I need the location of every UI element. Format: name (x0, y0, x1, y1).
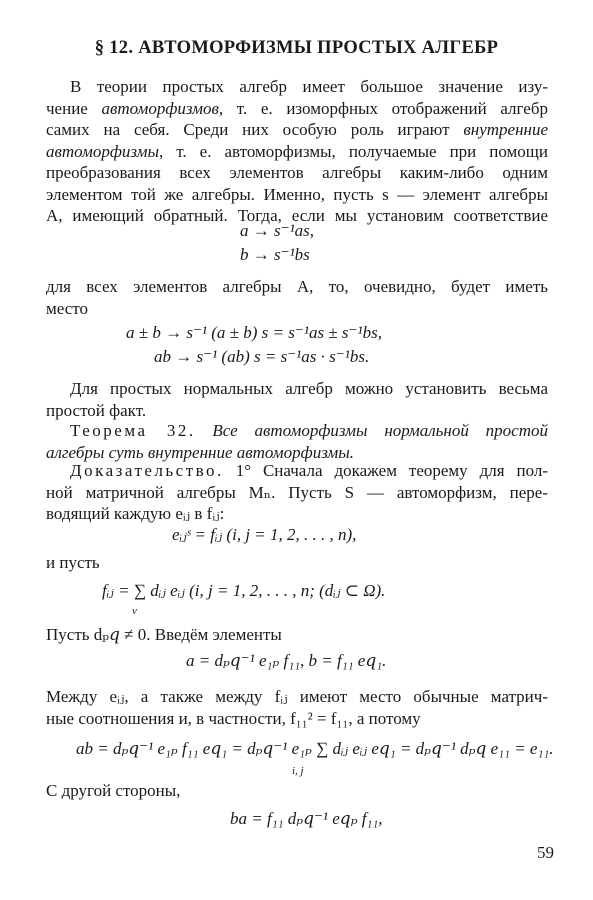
text-line: ные соотношения и, в частности, f₁₁² = f₁₁, а потому (46, 708, 421, 728)
text-line: элементом той же алгебры. Именно, пусть s — элемент алгебры (46, 184, 548, 204)
theorem-label: Теорема 32. (70, 421, 196, 440)
emphasis: автоморфизмов (101, 98, 219, 118)
emphasis: внутренние (463, 120, 548, 139)
formula-6-subscript: ν (132, 605, 137, 617)
text-let-dpq (46, 624, 548, 646)
text-line: автоморфизмы, т. е. автоморфизмы, получаемые при помощи (46, 141, 548, 161)
paragraph-matrix-relations (46, 686, 548, 729)
intro-paragraph (46, 76, 548, 227)
paragraph-3 (46, 378, 548, 421)
text-other-side (46, 780, 548, 802)
section-title: § 12. АВТОМОРФИЗМЫ ПРОСТЫХ АЛГЕБР (94, 38, 499, 58)
formula-8: ab = dₚ𝑞⁻¹ e₁ₚ f₁₁ e𝑞₁ = dₚ𝑞⁻¹ e₁ₚ ∑ dᵢⱼ eᵢⱼ e𝑞₁ = dₚ𝑞⁻¹ dₚ𝑞 e₁₁ = e₁₁. (76, 739, 554, 758)
text-line: и пусть (46, 553, 100, 572)
formula-4: ab → s⁻¹ (ab) s = s⁻¹as · s⁻¹bs. (154, 347, 370, 366)
paragraph-2 (46, 276, 548, 319)
text-line: С другой стороны, (46, 781, 181, 800)
text-and-let (46, 552, 548, 574)
text-line: преобразования всех элементов алгебры каким-либо одним (46, 163, 548, 182)
text-line: для всех элементов алгебры A, то, очевидно, будет иметь (46, 277, 548, 296)
text-line: водящий каждую eᵢⱼ в fᵢⱼ: (46, 504, 225, 523)
text-line: алгебры суть внутренние автоморфизмы. (46, 442, 355, 462)
page-number: 59 (537, 843, 554, 862)
text-line: Пусть dₚ𝑞 ≠ 0. Введём элементы (46, 625, 282, 644)
theorem-block (46, 420, 548, 463)
text-line: A, имеющий обратный. Тогда, если мы установим соответствие (46, 206, 548, 225)
text-line: место (46, 298, 88, 318)
emphasis: автоморфизмы (46, 141, 159, 161)
text-line: Для простых нормальных алгебр можно установить весьма (70, 379, 548, 398)
proof-label: Доказательство. (70, 461, 224, 480)
text-line: Доказательство. 1° Сначала докажем теорему для пол- (70, 461, 548, 480)
text-line: ной матричной алгебры Mₙ. Пусть S — автоморфизм, пере- (46, 482, 548, 502)
formula-2: b → s⁻¹bs (240, 245, 310, 264)
formula-3: a ± b → s⁻¹ (a ± b) s = s⁻¹as ± s⁻¹bs, (126, 323, 382, 342)
text-line: самих на себя. Среди них особую роль играют внутренние (46, 120, 548, 139)
formula-6: fᵢⱼ = ∑ dᵢⱼ eᵢⱼ (i, j = 1, 2, . . . , n; (dᵢⱼ ⊂ Ω). (102, 581, 386, 600)
formula-1: a → s⁻¹as, (240, 221, 315, 240)
formula-5: eᵢⱼˢ = fᵢⱼ (i, j = 1, 2, . . . , n), (172, 525, 357, 544)
formula-9: ba = f₁₁ dₚ𝑞⁻¹ e𝑞ₚ f₁₁, (230, 809, 383, 828)
text-line: простой факт. (46, 400, 147, 420)
text-line: чение автоморфизмов, т. е. изоморфных отображений алгебр (46, 98, 548, 118)
text-line: Между eᵢⱼ, а также между fᵢⱼ имеют место обычные матрич- (46, 687, 548, 706)
formula-8-subscript: i, j (292, 765, 304, 777)
text-line: Теорема 32. Все автоморфизмы нормальной простой (70, 421, 548, 440)
formula-7: a = dₚ𝑞⁻¹ e₁ₚ f₁₁, b = f₁₁ e𝑞₁. (186, 651, 387, 670)
text-line: В теории простых алгебр имеет большое значение изу- (70, 77, 548, 96)
proof-block (46, 460, 548, 525)
